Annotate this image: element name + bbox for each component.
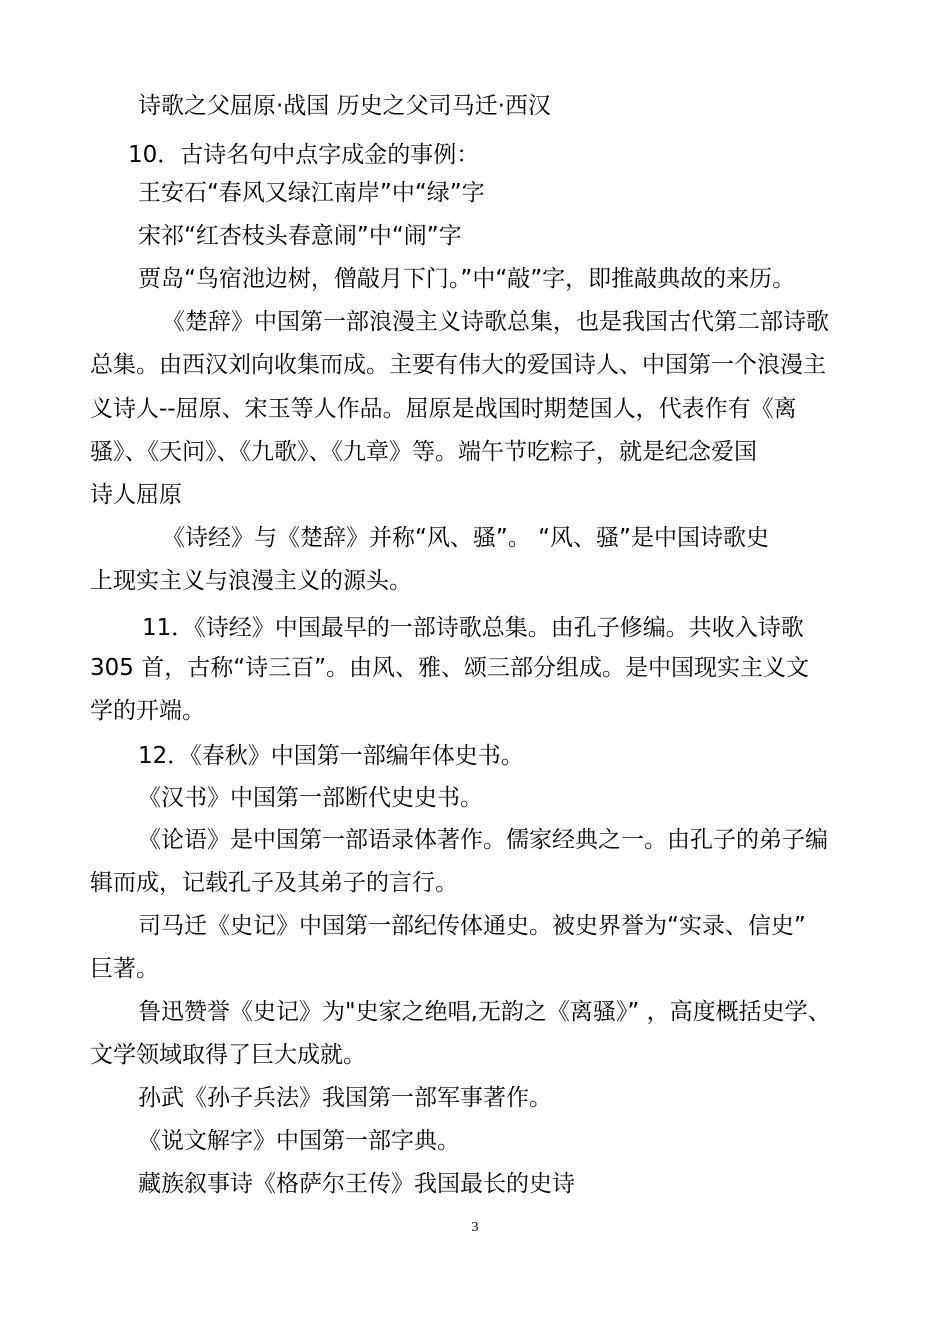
text-line: 《汉书》中国第一部断代史史书。: [138, 785, 483, 811]
text-line: 《论语》是中国第一部语录体著作。儒家经典之一。由孔子的弟子编: [138, 827, 828, 853]
text-line: 巨著。: [90, 956, 159, 982]
section-heading-11: 11．《诗经》中国最早的一部诗歌总集。由孔子修编。共收入诗歌: [142, 615, 804, 641]
section-heading-12: 12．《春秋》中国第一部编年体史书。: [138, 743, 524, 769]
text-line: 鲁迅赞誉《史记》为"史家之绝唱,无韵之《离骚》” ，高度概括史学、: [138, 999, 831, 1025]
text-line: 305 首，古称“诗三百”。由风、雅、颂三部分组成。是中国现实主义文: [90, 655, 810, 681]
text-line: 《诗经》与《楚辞》并称“风、骚”。 “风、骚”是中国诗歌史: [162, 525, 769, 551]
text-line: 王安石“春风又绿江南岸”中“绿”字: [138, 180, 485, 206]
text-line: 宋祁“红杏枝头春意闹”中“闹”字: [138, 223, 462, 249]
text-line: 诗人屈原: [90, 482, 182, 508]
text-line: 学的开端。: [90, 698, 205, 724]
text-line: 义诗人--屈原、宋玉等人作品。屈原是战国时期楚国人，代表作有《离: [90, 396, 797, 422]
page-number: 3: [471, 1220, 479, 1235]
text-line: 《楚辞》中国第一部浪漫主义诗歌总集，也是我国古代第二部诗歌: [162, 309, 829, 335]
text-line: 总集。由西汉刘向收集而成。主要有伟大的爱国诗人、中国第一个浪漫主: [90, 352, 826, 378]
text-line: 上现实主义与浪漫主义的源头。: [90, 568, 412, 594]
text-line: 文学领域取得了巨大成就。: [90, 1042, 366, 1068]
text-line: 诗歌之父屈原·战国 历史之父司马迁·西汉: [138, 93, 551, 119]
text-line: 孙武《孙子兵法》我国第一部军事著作。: [138, 1085, 552, 1111]
text-line: 辑而成，记载孔子及其弟子的言行。: [90, 870, 458, 896]
text-line: 骚》、《天问》、《九歌》、《九章》等。端午节吃粽子，就是纪念爱国: [90, 439, 757, 465]
text-line: 司马迁《史记》中国第一部纪传体通史。被史界誉为“实录、信史”: [138, 913, 806, 939]
text-line: 《说文解字》中国第一部字典。: [138, 1128, 460, 1154]
text-line: 藏族叙事诗《格萨尔王传》我国最长的史诗: [138, 1171, 575, 1197]
section-heading-10: 10．古诗名句中点字成金的事例：: [128, 142, 480, 168]
text-line: 贾岛“鸟宿池边树，僧敲月下门。”中“敲”字，即推敲典故的来历。: [138, 266, 796, 292]
